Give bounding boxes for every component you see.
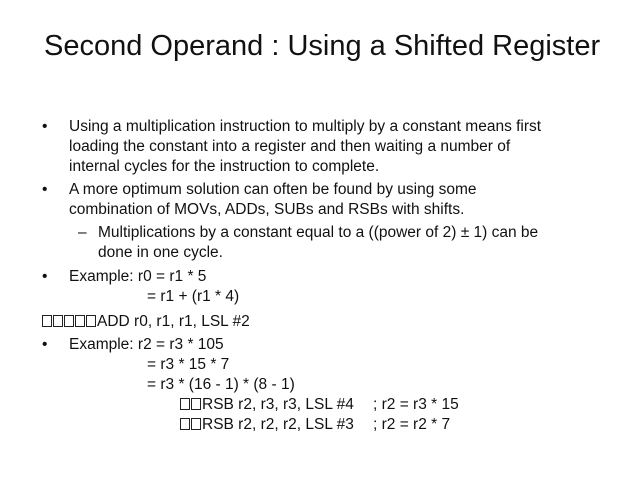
example-2-comment-2: ; r2 = r2 * 7 — [373, 416, 451, 433]
example-1-line-2: = r1 + (r1 * 4) — [147, 288, 240, 305]
missing-glyph-icon — [75, 315, 85, 327]
bullet-marker: • — [42, 181, 48, 198]
bullet-1-line-3: internal cycles for the instruction to complete. — [69, 158, 380, 175]
sub-bullet-line-1: Multiplications by a constant equal to a ((power of 2) ± 1) can be — [98, 224, 539, 241]
missing-glyph-icon — [42, 315, 52, 327]
slide-title: Second Operand : Using a Shifted Register — [44, 30, 601, 62]
missing-glyph-icon — [180, 398, 190, 410]
example-2-line-1: Example: r2 = r3 * 105 — [69, 336, 224, 353]
example-2-line-3: = r3 * (16 - 1) * (8 - 1) — [147, 376, 295, 393]
example-2-comment-1: ; r2 = r3 * 15 — [373, 396, 459, 413]
example-2-code-1 — [180, 395, 354, 415]
bullet-1-line-1: Using a multiplication instruction to multiply by a constant means first — [69, 118, 542, 135]
bullet-marker: • — [42, 336, 48, 353]
missing-glyph-icon — [53, 315, 63, 327]
missing-glyph-icon — [64, 315, 74, 327]
missing-glyph-icon — [191, 418, 201, 430]
example-1-line-1: Example: r0 = r1 * 5 — [69, 268, 207, 285]
bullet-marker: • — [42, 268, 48, 285]
missing-glyph-icon — [86, 315, 96, 327]
dash-marker: – — [78, 224, 87, 241]
sub-bullet-line-2: done in one cycle. — [98, 244, 223, 261]
bullet-2-line-2: combination of MOVs, ADDs, SUBs and RSBs with shifts. — [69, 201, 465, 218]
bullet-marker: • — [42, 118, 48, 135]
example-2-line-2: = r3 * 15 * 7 — [147, 356, 230, 373]
example-2-code-1-instr: RSB r2, r3, r3, LSL #4 — [202, 396, 354, 413]
bullet-1-line-2: loading the constant into a register and then waiting a number of — [69, 138, 511, 155]
example-2-code-2-instr: RSB r2, r2, r2, LSL #3 — [202, 416, 354, 433]
example-1-code — [42, 312, 250, 332]
bullet-2-line-1: A more optimum solution can often be found by using some — [69, 181, 477, 198]
missing-glyph-icon — [180, 418, 190, 430]
missing-glyph-icon — [191, 398, 201, 410]
example-2-code-2 — [180, 415, 354, 435]
example-1-code-text: ADD r0, r1, r1, LSL #2 — [97, 313, 250, 330]
